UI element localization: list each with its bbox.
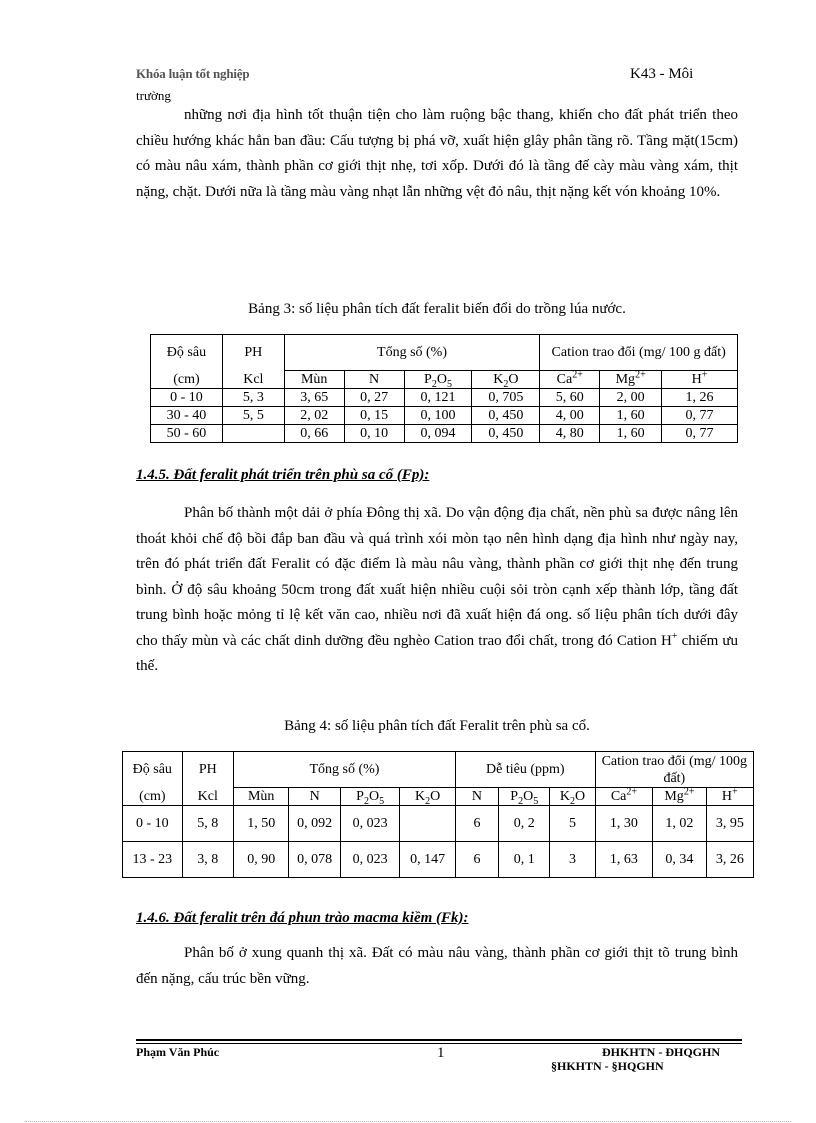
t4-cell: 6 xyxy=(455,842,498,878)
t3-cell: 0, 450 xyxy=(472,425,540,443)
table3 xyxy=(150,334,738,443)
section-146-paragraph: Phân bố ở xung quanh thị xã. Đất có màu nâu vàng, thành phần cơ giới thịt tõ trung bình đến nặng, cấu trúc bền vững. xyxy=(136,945,738,987)
t4-cell: 6 xyxy=(455,806,498,842)
t4-cell: 13 - 23 xyxy=(123,842,183,878)
t4-cell: 0, 2 xyxy=(499,806,550,842)
t3-cell: 3, 65 xyxy=(284,389,344,407)
t4-row xyxy=(123,842,754,878)
t3-cell: 0 - 10 xyxy=(151,389,223,407)
t4-c-ca: $Ca^{2+}$ xyxy=(595,788,653,806)
t4-h-depth: Độ sâu xyxy=(123,752,183,788)
t4-cell: 0, 34 xyxy=(653,842,706,878)
page-number: 1 xyxy=(437,1045,445,1061)
t4-cell: 3, 26 xyxy=(706,842,753,878)
t4-cell: 3, 95 xyxy=(706,806,753,842)
t4-cell: 0, 078 xyxy=(289,842,340,878)
t3-cell xyxy=(222,425,284,443)
t4-c-h: H+ xyxy=(706,788,753,806)
t3-c-h: H+ xyxy=(662,371,738,389)
t3-cell: 0, 450 xyxy=(472,407,540,425)
footer-author: Phạm Văn Phúc xyxy=(136,1045,220,1059)
t3-cell: 0, 121 xyxy=(404,389,472,407)
t3-cell: 4, 00 xyxy=(540,407,600,425)
t4-cell xyxy=(400,806,455,842)
t4-h-cation: Cation trao đổi (mg/ 100g đất) xyxy=(595,752,753,788)
t3-cell: 0, 100 xyxy=(404,407,472,425)
intro-paragraph: những nơi địa hình tốt thuận tiện cho làm ruộng bậc thang, khiến cho đất phát triển theo chiều hướng khác hẳn ban đầu: Cấu tượng bị phá vỡ, xuất hiện glây phân tầng rõ. Tầng mặt(15cm) có màu nâu xám, thành phần cơ giới thịt nhẹ, tơi xốp. Dưới đó là tầng đế cày màu vàng xám, thịt nặng, chặt. Dưới nữa là tầng màu vàng nhạt lẫn những vệt đỏ nâu, thịt nặng kết vón khoảng 10%. xyxy=(136,107,738,200)
t4-cell: 1, 30 xyxy=(595,806,653,842)
t3-h-cation: Cation trao đổi (mg/ 100 g đất) xyxy=(540,335,738,371)
t4-c-n: N xyxy=(289,788,340,806)
t4-c-de-n: N xyxy=(455,788,498,806)
table4 xyxy=(122,751,754,878)
t4-cell: 5 xyxy=(550,806,595,842)
t3-h-total: Tổng số (%) xyxy=(284,335,540,371)
t4-c-mun: Mùn xyxy=(233,788,288,806)
t3-cell: 30 - 40 xyxy=(151,407,223,425)
t4-cell: 1, 02 xyxy=(653,806,706,842)
t3-h-depth: Độ sâu xyxy=(151,335,223,371)
t3-cell: 5, 3 xyxy=(222,389,284,407)
page-edge xyxy=(25,1121,791,1122)
t3-cell: 0, 77 xyxy=(662,425,738,443)
t3-row xyxy=(151,425,738,443)
t3-h-ph-sub: Kcl xyxy=(222,371,284,389)
footer-rule-thin xyxy=(136,1043,742,1044)
t4-h-depth-unit: (cm) xyxy=(123,788,183,806)
t4-c-de-p2o5: $P_2O_5$ xyxy=(499,788,550,806)
t3-row xyxy=(151,389,738,407)
section-145-paragraph: Phân bố thành một dải ở phía Đông thị xã. Do vận động địa chất, nền phù sa được nâng lên thoát khỏi chế độ bồi đắp ban đầu và quá trình xói mòn tạo nên hình dạng địa hình như ngày nay, trên đó phát triển đất Feralit có đặc điểm là màu nâu vàng, thành phần cơ giới thịt nhẹ đến trung bình. Ở độ sâu khoảng 50cm trong đất xuất hiện nhiều cuội sỏi tròn cạnh xếp thành lớp, tầng đất trung bình hoặc mỏng tỉ lệ kết văn cao, nhiều nơi đã xuất hiện đá ong. số liệu phân tích dưới đây cho thấy mùn và các chất dinh dưỡng đều nghèo Cation trao đổi chất, trong đó Cation H+ chiếm ưu thế. xyxy=(136,505,739,674)
t3-c-ca: $Ca^{2+}$ xyxy=(540,371,600,389)
t3-cell: 5, 60 xyxy=(540,389,600,407)
t4-row xyxy=(123,806,754,842)
t3-cell: 5, 5 xyxy=(222,407,284,425)
t3-cell: 0, 10 xyxy=(344,425,404,443)
t4-h-total: Tổng số (%) xyxy=(233,752,455,788)
t4-c-p2o5: $P_2O_5$ xyxy=(340,788,400,806)
t4-c-mg: $Mg^{2+}$ xyxy=(653,788,706,806)
t3-cell: 0, 66 xyxy=(284,425,344,443)
t4-cell: 3 xyxy=(550,842,595,878)
t4-cell: 0 - 10 xyxy=(123,806,183,842)
t4-cell: 0, 023 xyxy=(340,806,400,842)
t3-cell: 2, 02 xyxy=(284,407,344,425)
t4-cell: 5, 8 xyxy=(182,806,233,842)
t3-cell: 1, 26 xyxy=(662,389,738,407)
table4-caption: Bảng 4: số liệu phân tích đất Feralit trên phù sa cổ. xyxy=(284,718,590,734)
t4-cell: 0, 092 xyxy=(289,806,340,842)
t4-h-ph-sub: Kcl xyxy=(182,788,233,806)
t3-c-k2o: $K_2O$ xyxy=(472,371,540,389)
t4-cell: 1, 50 xyxy=(233,806,288,842)
t4-cell: 1, 63 xyxy=(595,842,653,878)
t3-cell: 4, 80 xyxy=(540,425,600,443)
t3-cell: 0, 77 xyxy=(662,407,738,425)
footer-institution-alt: §HKHTN - §HQGHN xyxy=(551,1059,664,1073)
t4-c-de-k2o: $K_2O$ xyxy=(550,788,595,806)
header-title: Khóa luận tốt nghiệp xyxy=(136,66,250,81)
t3-h-ph: PH xyxy=(222,335,284,371)
t4-cell: 0, 1 xyxy=(499,842,550,878)
footer-institution: ĐHKHTN - ĐHQGHN xyxy=(602,1045,721,1059)
t3-cell: 0, 15 xyxy=(344,407,404,425)
t4-cell: 0, 90 xyxy=(233,842,288,878)
t4-h-de: Dễ tiêu (ppm) xyxy=(455,752,595,788)
section-146-heading: 1.4.6. Đất feralit trên đá phun trào macma kiềm (Fk): xyxy=(136,910,469,926)
t3-h-depth-unit: (cm) xyxy=(151,371,223,389)
t3-cell: 0, 705 xyxy=(472,389,540,407)
t3-c-p2o5: $P_2O_5$ xyxy=(404,371,472,389)
t4-cell: 0, 147 xyxy=(400,842,455,878)
t3-cell: 1, 60 xyxy=(600,407,662,425)
t3-row xyxy=(151,407,738,425)
t4-cell: 3, 8 xyxy=(182,842,233,878)
header-title-wrap: trường xyxy=(136,88,171,103)
t3-cell: 2, 00 xyxy=(600,389,662,407)
t4-h-ph: PH xyxy=(182,752,233,788)
t4-c-k2o: $K_2O$ xyxy=(400,788,455,806)
table3-caption: Bảng 3: số liệu phân tích đất feralit biến đổi do trồng lúa nước. xyxy=(248,301,626,317)
t3-cell: 0, 27 xyxy=(344,389,404,407)
t3-c-mun: Mùn xyxy=(284,371,344,389)
t3-cell: 0, 094 xyxy=(404,425,472,443)
t3-cell: 1, 60 xyxy=(600,425,662,443)
t3-c-mg: $Mg^{2+}$ xyxy=(600,371,662,389)
t3-cell: 50 - 60 xyxy=(151,425,223,443)
footer-rule xyxy=(136,1039,742,1041)
section-145-heading: 1.4.5. Đất feralit phát triển trên phù sa cổ (Fp): xyxy=(136,467,430,483)
t3-c-n: N xyxy=(344,371,404,389)
t4-cell: 0, 023 xyxy=(340,842,400,878)
header-right: K43 - Môi xyxy=(630,66,694,82)
